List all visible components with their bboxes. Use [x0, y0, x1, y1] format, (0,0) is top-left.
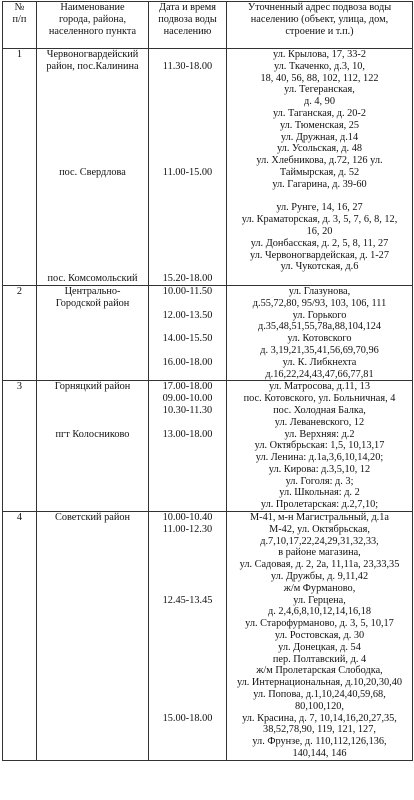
row-location-line: [38, 405, 147, 417]
row-time: [149, 285, 227, 380]
row-time-line: [150, 108, 225, 120]
row-time: [149, 512, 227, 761]
row-address-line: пос. Холодная Балка,: [273, 404, 366, 416]
row-location-line: [38, 73, 147, 85]
header-time: [149, 2, 227, 49]
header-num: [3, 2, 37, 49]
row-location-line: [38, 238, 147, 250]
row-location-line: [38, 96, 147, 108]
table-body: [3, 49, 413, 761]
header-address: [227, 2, 413, 49]
row-location-line: [38, 84, 147, 96]
row-time-line: 10.00-11.50: [162, 285, 213, 297]
row-address: [227, 512, 413, 761]
row-address-line: д.55,72,80, 95/93, 103, 106, 111: [252, 297, 387, 309]
row-time-line: [150, 642, 225, 654]
row-address-line: 38,52,78,90, 119, 121, 127,: [263, 724, 376, 736]
row-address-line: 140,144, 146: [292, 748, 347, 760]
row-time-line: [150, 654, 225, 666]
row-time-line: [150, 417, 225, 429]
row-location-line: [38, 226, 147, 238]
row-location-line: пос. Комсомольский: [47, 273, 138, 285]
row-address-line: д. 3,19,21,35,41,56,69,70,96: [260, 344, 379, 356]
row-address-line: ул. Котовского: [287, 333, 352, 345]
row-address: [227, 381, 413, 512]
row-address-line: М-42, ул. Октябрьская,: [269, 523, 370, 535]
row-address-line: ул. Матросова, д.11, 13: [269, 381, 370, 393]
row-location-line: район, пос.Калинина: [46, 60, 139, 72]
row-time-line: 10.30-11.30: [162, 404, 213, 416]
row-time-line: [150, 73, 225, 85]
row-time-line: 14.00-15.50: [162, 333, 213, 345]
row-address-line: ул. Садовая, д. 2, 2а, 11,11а, 23,33,35: [239, 559, 400, 571]
row-time-line: 12.45-13.45: [162, 594, 213, 606]
row-address-line: ул. Хлебникова, д.72, 126 ул.: [256, 155, 383, 167]
table-row: [3, 512, 413, 761]
row-address-line: ул. Тегеранская,: [284, 84, 355, 96]
row-time-line: [150, 321, 225, 333]
row-time-line: 10.00-10.40: [162, 512, 213, 524]
header-name-line: населенного пункта: [48, 25, 137, 37]
row-number: 4: [3, 512, 37, 761]
row-address-line: ул. Верхняя: д.2: [284, 428, 355, 440]
row-location-line: [38, 261, 147, 273]
row-time-line: [150, 120, 225, 132]
row-time-line: [150, 559, 225, 571]
row-address-line: ул. Краматорская, д. 3, 5, 7, 6, 8, 12,: [241, 214, 398, 226]
row-time-line: [150, 571, 225, 583]
row-time-line: [150, 155, 225, 167]
row-time-line: 15.00-18.00: [162, 712, 213, 724]
row-location-line: [38, 250, 147, 262]
row-address-line: Таймырская, д. 52: [279, 166, 360, 178]
row-location-line: [38, 417, 147, 429]
row-time-line: [150, 49, 225, 61]
row-address-line: ул. Ткаченко, д.3, 10,: [273, 60, 366, 72]
row-time: [149, 49, 227, 286]
row-address-line: ул. Фрунзе, д. 110,112,126,136,: [252, 736, 387, 748]
row-address-line: ул. Ленина: д.1а,3,6,10,14,20;: [255, 452, 384, 464]
row-time-line: [150, 677, 225, 689]
header-address-line: строение и т.п.): [285, 25, 354, 37]
row-address-line: д.16,22,24,43,47,66,77,81: [265, 368, 374, 380]
row-time-line: [150, 214, 225, 226]
row-address-line: ул. Дружбы, д. 9,11,42: [270, 571, 369, 583]
row-time-line: [150, 547, 225, 559]
row-time-line: [150, 238, 225, 250]
row-time-line: [150, 606, 225, 618]
row-address-line: ж/м Пролетарская Слободка,: [256, 665, 383, 677]
row-location-line: [38, 393, 147, 405]
row-time: [149, 381, 227, 512]
row-location-line: [38, 132, 147, 144]
row-address-line: ул. Крылова, 17, 33-2: [273, 49, 366, 60]
row-time-line: [150, 191, 225, 203]
header-time-line: населению: [163, 25, 212, 37]
row-address-line: ул. Червоногвардейская, д. 1-27: [250, 249, 389, 261]
row-address-line: ул. Ростовская, д. 30: [274, 630, 365, 642]
row-time-line: [150, 298, 225, 310]
row-address-line: ул. Тюменская, 25: [279, 119, 360, 131]
row-address-line: ул. Донецкая, д. 54: [278, 641, 361, 653]
row-address-line: д. 4, 90: [304, 96, 335, 108]
header-address-line: населению (объект, улица, дом,: [250, 13, 389, 25]
row-address-line: ул. Горького: [292, 309, 347, 321]
row-location: [37, 49, 149, 286]
row-time-line: [150, 96, 225, 108]
row-address-line: 18, 40, 56, 88, 102, 112, 122: [260, 72, 379, 84]
header-time-line: Дата и время: [158, 2, 216, 13]
row-location-line: Советский район: [54, 512, 131, 524]
header-name: [37, 2, 149, 49]
row-address-line: ул. Попова, д.1,10,24,40,59,68,: [253, 689, 386, 701]
row-location-line: [38, 191, 147, 203]
row-address-line: ул. Октябрьская: 1,5, 10,13,17: [254, 440, 385, 452]
row-time-line: [150, 618, 225, 630]
header-name-line: города, района,: [58, 13, 127, 25]
row-time-line: [150, 583, 225, 595]
row-address-line: ул. Усольская, д. 48: [276, 143, 362, 155]
row-time-line: [150, 143, 225, 155]
header-name-line: Наименование: [60, 2, 125, 13]
header-num-line: №: [14, 2, 25, 13]
row-number: 2: [3, 285, 37, 380]
row-time-line: 11.30-18.00: [162, 60, 213, 72]
row-time-line: 11.00-12.30: [162, 523, 213, 535]
row-time-line: 17.00-18.00: [162, 381, 213, 393]
row-time-line: [150, 689, 225, 701]
row-address-line: пос. Котовского, ул. Больничная, 4: [243, 393, 396, 405]
row-address-line: [228, 191, 411, 203]
row-address-line: 80,100,120,: [295, 700, 344, 712]
row-address-line: ул. Пролетарская: д.2,7,10;: [260, 499, 379, 511]
row-time-line: 15.20-18.00: [162, 273, 213, 285]
row-address-line: ул. Герцена,: [293, 594, 346, 606]
row-time-line: [150, 132, 225, 144]
row-address-line: ул. Кирова: д.3,5,10, 12: [268, 463, 371, 475]
row-address-line: ул. Рунге, 14, 16, 27: [276, 202, 363, 214]
row-location-line: пгт Колосниково: [55, 428, 130, 440]
row-location-line: Червоногвардейский: [46, 49, 139, 60]
row-address-line: ул. Чукотская, д.6: [280, 261, 359, 273]
row-address-line: д.35,48,51,55,78а,88,104,124: [257, 321, 382, 333]
row-address-line: ул. Дружная, д.14: [280, 131, 359, 143]
row-time-line: [150, 345, 225, 357]
row-location: [37, 512, 149, 761]
row-address-line: М-41, м-н Магистральный, д.1а: [250, 512, 389, 524]
row-location-line: пос. Свердлова: [59, 166, 126, 178]
row-address: [227, 285, 413, 380]
table-header-row: [3, 2, 413, 49]
row-time-line: [150, 84, 225, 96]
row-address: [227, 49, 413, 286]
header-time-line: подвоза воды: [158, 13, 217, 25]
row-time-line: 12.00-13.50: [162, 309, 213, 321]
row-time-line: [150, 250, 225, 262]
row-address-line: ж/м Фурманово,: [283, 582, 356, 594]
row-time-line: [150, 179, 225, 191]
row-time-line: [150, 536, 225, 548]
row-location-line: [38, 143, 147, 155]
row-address-line: ул. Старофурманово, д. 3, 5, 10,17: [245, 618, 394, 630]
row-address-line: пер. Полтавский, д. 4: [272, 653, 367, 665]
row-location-line: Горняцкий район: [54, 381, 131, 393]
row-address-line: ул. Гагарина, д. 39-60: [272, 178, 367, 190]
row-location: [37, 381, 149, 512]
row-number: 1: [3, 49, 37, 286]
header-num-line: п/п: [12, 13, 27, 25]
row-time-line: [150, 226, 225, 238]
water-delivery-table: [2, 1, 413, 761]
row-address-line: ул. Интернациональная, д.10,20,30,40: [236, 677, 403, 689]
row-address-line: ул. Школьная: д. 2: [279, 487, 360, 499]
row-location-line: [38, 120, 147, 132]
row-time-line: 13.00-18.00: [162, 428, 213, 440]
row-time-line: 16.00-18.00: [162, 356, 213, 368]
row-location-line: [38, 179, 147, 191]
table-row: [3, 49, 413, 286]
table-row: [3, 285, 413, 380]
row-time-line: [150, 261, 225, 273]
row-location-line: Центрально-: [64, 285, 121, 297]
row-time-line: [150, 701, 225, 713]
row-time-line: 09.00-10.00: [162, 393, 213, 405]
row-address-line: ул. К. Либкнехта: [282, 356, 357, 368]
row-address-line: ул. Глазунова,: [288, 285, 351, 297]
row-time-line: 11.00-15.00: [162, 166, 213, 178]
row-time-line: [150, 202, 225, 214]
table-row: [3, 381, 413, 512]
row-address-line: ул. Леваневского, 12: [274, 416, 365, 428]
row-location-line: Городской район: [55, 297, 130, 309]
row-location-line: [38, 155, 147, 167]
row-location-line: [38, 202, 147, 214]
row-time-line: [150, 665, 225, 677]
row-location-line: [38, 214, 147, 226]
row-address-line: ул. Донбасская, д. 2, 5, 8, 11, 27: [250, 237, 389, 249]
header-address-line: Уточненный адрес подвоза воды: [247, 2, 392, 13]
row-location-line: [38, 108, 147, 120]
row-address-line: д.7,10,17,22,24,29,31,32,33,: [260, 535, 379, 547]
row-address-line: 16, 20: [306, 225, 333, 237]
row-address-line: ул. Красина, д. 7, 10,14,16,20,27,35,: [242, 712, 397, 724]
row-address-line: д. 2,4,6,8,10,12,14,16,18: [267, 606, 372, 618]
row-time-line: [150, 630, 225, 642]
row-address-line: ул. Гоголя: д. 3;: [285, 475, 354, 487]
row-number: 3: [3, 381, 37, 512]
row-location: [37, 285, 149, 380]
row-address-line: ул. Таганская, д. 20-2: [272, 107, 367, 119]
row-address-line: в районе магазина,: [278, 547, 361, 559]
